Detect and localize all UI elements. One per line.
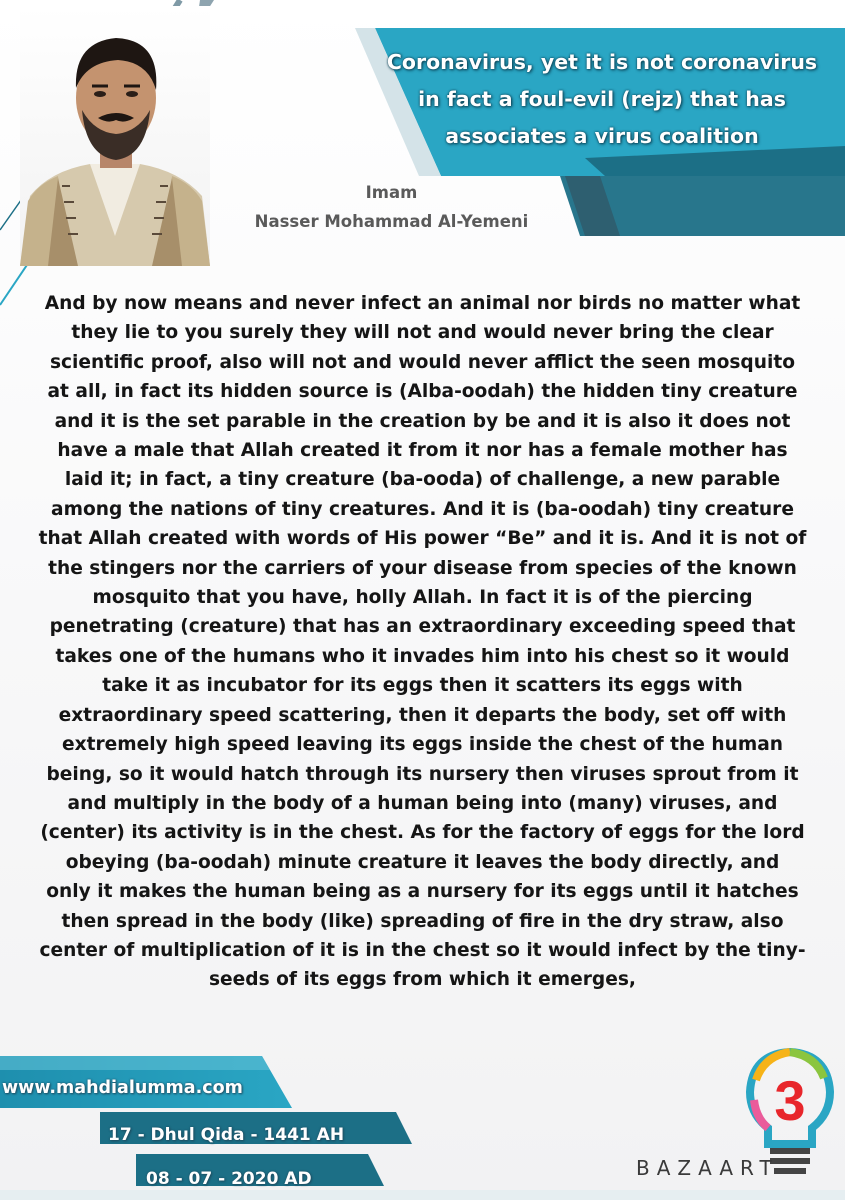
author-name: Nasser Mohammad Al-Yemeni — [254, 212, 529, 231]
title-line-1: Coronavirus, yet it is not coronavirus — [386, 50, 818, 74]
body-line: extremely high speed leaving its eggs inside the chest of the human — [62, 734, 783, 756]
body-line: being, so it would hatch through its nursery then viruses sprout from it — [46, 763, 799, 785]
body-line: take it as incubator for its eggs then it scatters its eggs with — [102, 675, 743, 697]
body-line: among the nations of tiny creatures. And it is (ba-oodah) tiny creature — [51, 498, 794, 520]
body-line: obeying (ba-oodah) minute creature it leaves the body directly, and — [65, 851, 780, 873]
body-line: center of multiplication of it is in the chest so it would infect by the tiny- — [39, 939, 806, 961]
title-line-2: in fact a foul-evil (rejz) that has — [418, 87, 786, 111]
body-line: laid it; in fact, a tiny creature (ba-ooda) of challenge, a new parable — [64, 469, 781, 491]
body-line: and it is the set parable in the creation by be and it is also it does not — [54, 410, 791, 432]
body-text — [18, 289, 827, 995]
body-line: takes one of the humans who it invades him into his chest so it would — [55, 645, 790, 667]
author-title: Imam — [365, 183, 418, 202]
body-line: And by now means and never infect an animal nor birds no matter what — [44, 293, 801, 314]
logo-number: 3 — [774, 1069, 806, 1132]
body-line: the stingers nor the carriers of your disease from species of the known — [48, 557, 797, 579]
brand-name: BAZAART — [636, 1156, 779, 1180]
body-line: mosquito that you have, holly Allah. In fact it is of the piercing — [92, 587, 753, 609]
website-url: www.mahdialumma.com — [2, 1078, 243, 1098]
hijri-date: 17 - Dhul Qida - 1441 AH — [108, 1125, 345, 1145]
body-line: scientific proof, also will not and would never afflict the seen mosquito — [49, 351, 796, 373]
body-line: then spread in the body (like) spreading of fire in the dry straw, also — [61, 910, 784, 932]
title-line-3: associates a virus coalition — [445, 124, 759, 148]
gregorian-date: 08 - 07 - 2020 AD — [146, 1169, 312, 1189]
body-line: extraordinary speed scattering, then it departs the body, set off with — [58, 704, 787, 726]
author-block — [214, 178, 569, 236]
body-line: seeds of its eggs from which it emerges, — [208, 969, 636, 991]
body-line: at all, in fact its hidden source is (Alba-oodah) the hidden tiny creature — [47, 381, 798, 403]
body-line: they lie to you surely they will not and would never bring the clear — [71, 322, 774, 344]
body-line: (center) its activity is in the chest. As for the factory of eggs for the lord — [40, 822, 805, 844]
body-line: have a male that Allah created it from it nor has a female mother has — [57, 440, 788, 462]
body-line: that Allah created with words of His power “Be” and it is. And it is not of — [38, 528, 807, 550]
body-line: only it makes the human being as a nursery for its eggs until it hatches — [46, 881, 799, 903]
body-line: and multiply in the body of a human being into (many) viruses, and — [67, 792, 778, 814]
body-line: penetrating (creature) that has an extraordinary exceeding speed that — [49, 616, 796, 638]
